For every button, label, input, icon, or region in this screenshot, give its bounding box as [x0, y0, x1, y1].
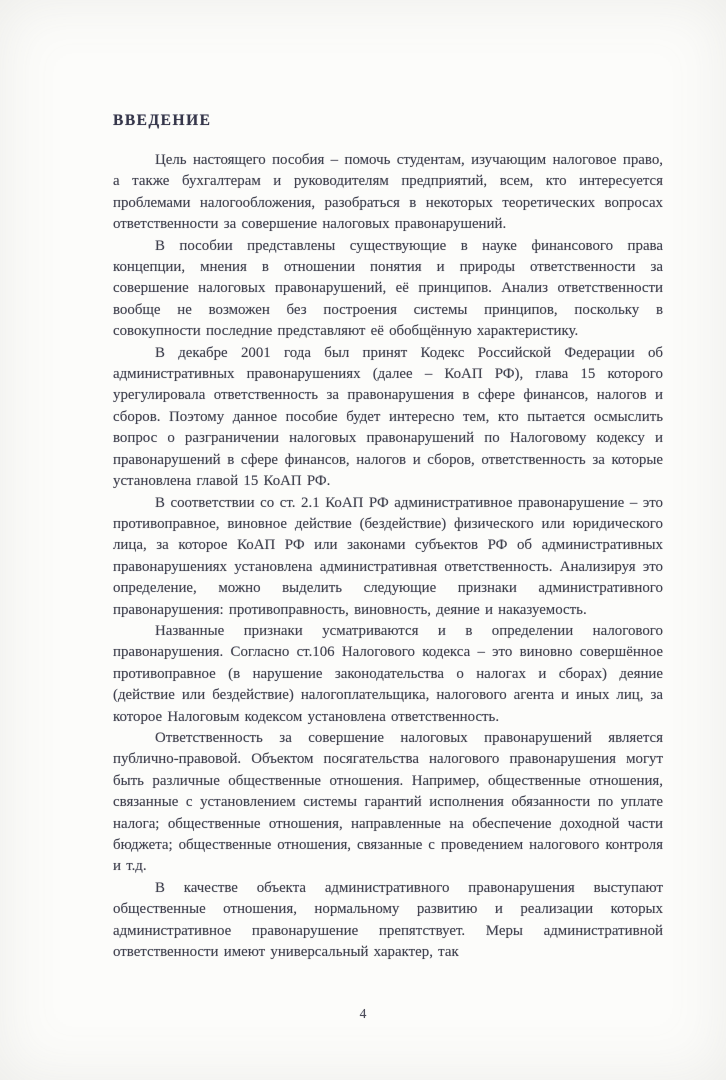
text-block: [113, 112, 663, 963]
paragraph: В качестве объекта административного правонарушения выступают общественные отношения, нормальному развитию и реализации которых административное правонарушение препятствует. Меры административной ответственности имеют универсальный характер, так: [113, 879, 663, 961]
paragraph: Ответственность за совершение налоговых правонарушений является публично-правовой. Объектом посягательства налогового правонарушения могут быть различные общественные отношения. Например, общественные отношения, связанные с установлением системы гарантий исполнения обязанности по уплате налога; общественные отношения, направленные на обеспечение доходной части бюджета; общественные отношения, связанные с проведением налогового контроля и т.д.: [113, 729, 663, 875]
paragraph: В пособии представлены существующие в науке финансового права концепции, мнения в отношении понятия и природы ответственности за совершение налоговых правонарушений, её принципов. Анализ ответственности вообще не возможен без построения системы принципов, поскольку в совокупности последние представляют её обобщённую характеристику.: [113, 237, 663, 340]
paragraph: Цель настоящего пособия – помочь студентам, изучающим налоговое право, а также бухгалтерам и руководителям предприятий, всем, кто интересуется проблемами налогообложения, разобраться в некоторых теоретических вопросах ответственности за совершение налоговых правонарушений.: [113, 152, 663, 233]
paragraph: В соответствии со ст. 2.1 КоАП РФ административное правонарушение – это противоправное, виновное действие (бездействие) физического или юридического лица, за которое КоАП РФ или законами субъектов РФ об административных правонарушениях установлена административная ответственность. Анализируя это определение, можно выделить следующие признаки административного правонарушения: противоправность, виновность, деяние и наказуемость.: [113, 494, 663, 618]
page-number: 4: [359, 1006, 367, 1021]
page-title: ВВЕДЕНИЕ: [113, 112, 212, 129]
paragraph: Названные признаки усматриваются и в определении налогового правонарушения. Согласно ст.106 Налогового кодекса – это виновно совершённое противоправное (в нарушение законодательства о налогах и сборах) деяние (действие или бездействие) налогоплательщика, налогового агента и иных лиц, за которое Налоговым кодексом установлена ответственность.: [113, 622, 663, 725]
paragraph: В декабре 2001 года был принят Кодекс Российской Федерации об административных правонарушениях (далее – КоАП РФ), глава 15 которого урегулировала ответственность за правонарушения в сфере финансов, налогов и сборов. Поэтому данное пособие будет интересно тем, кто пытается осмыслить вопрос о разграничении налоговых правонарушений по Налоговому кодексу и правонарушений в сфере финансов, налогов и сборов, ответственность за которые установлена главой 15 КоАП РФ.: [113, 344, 663, 490]
